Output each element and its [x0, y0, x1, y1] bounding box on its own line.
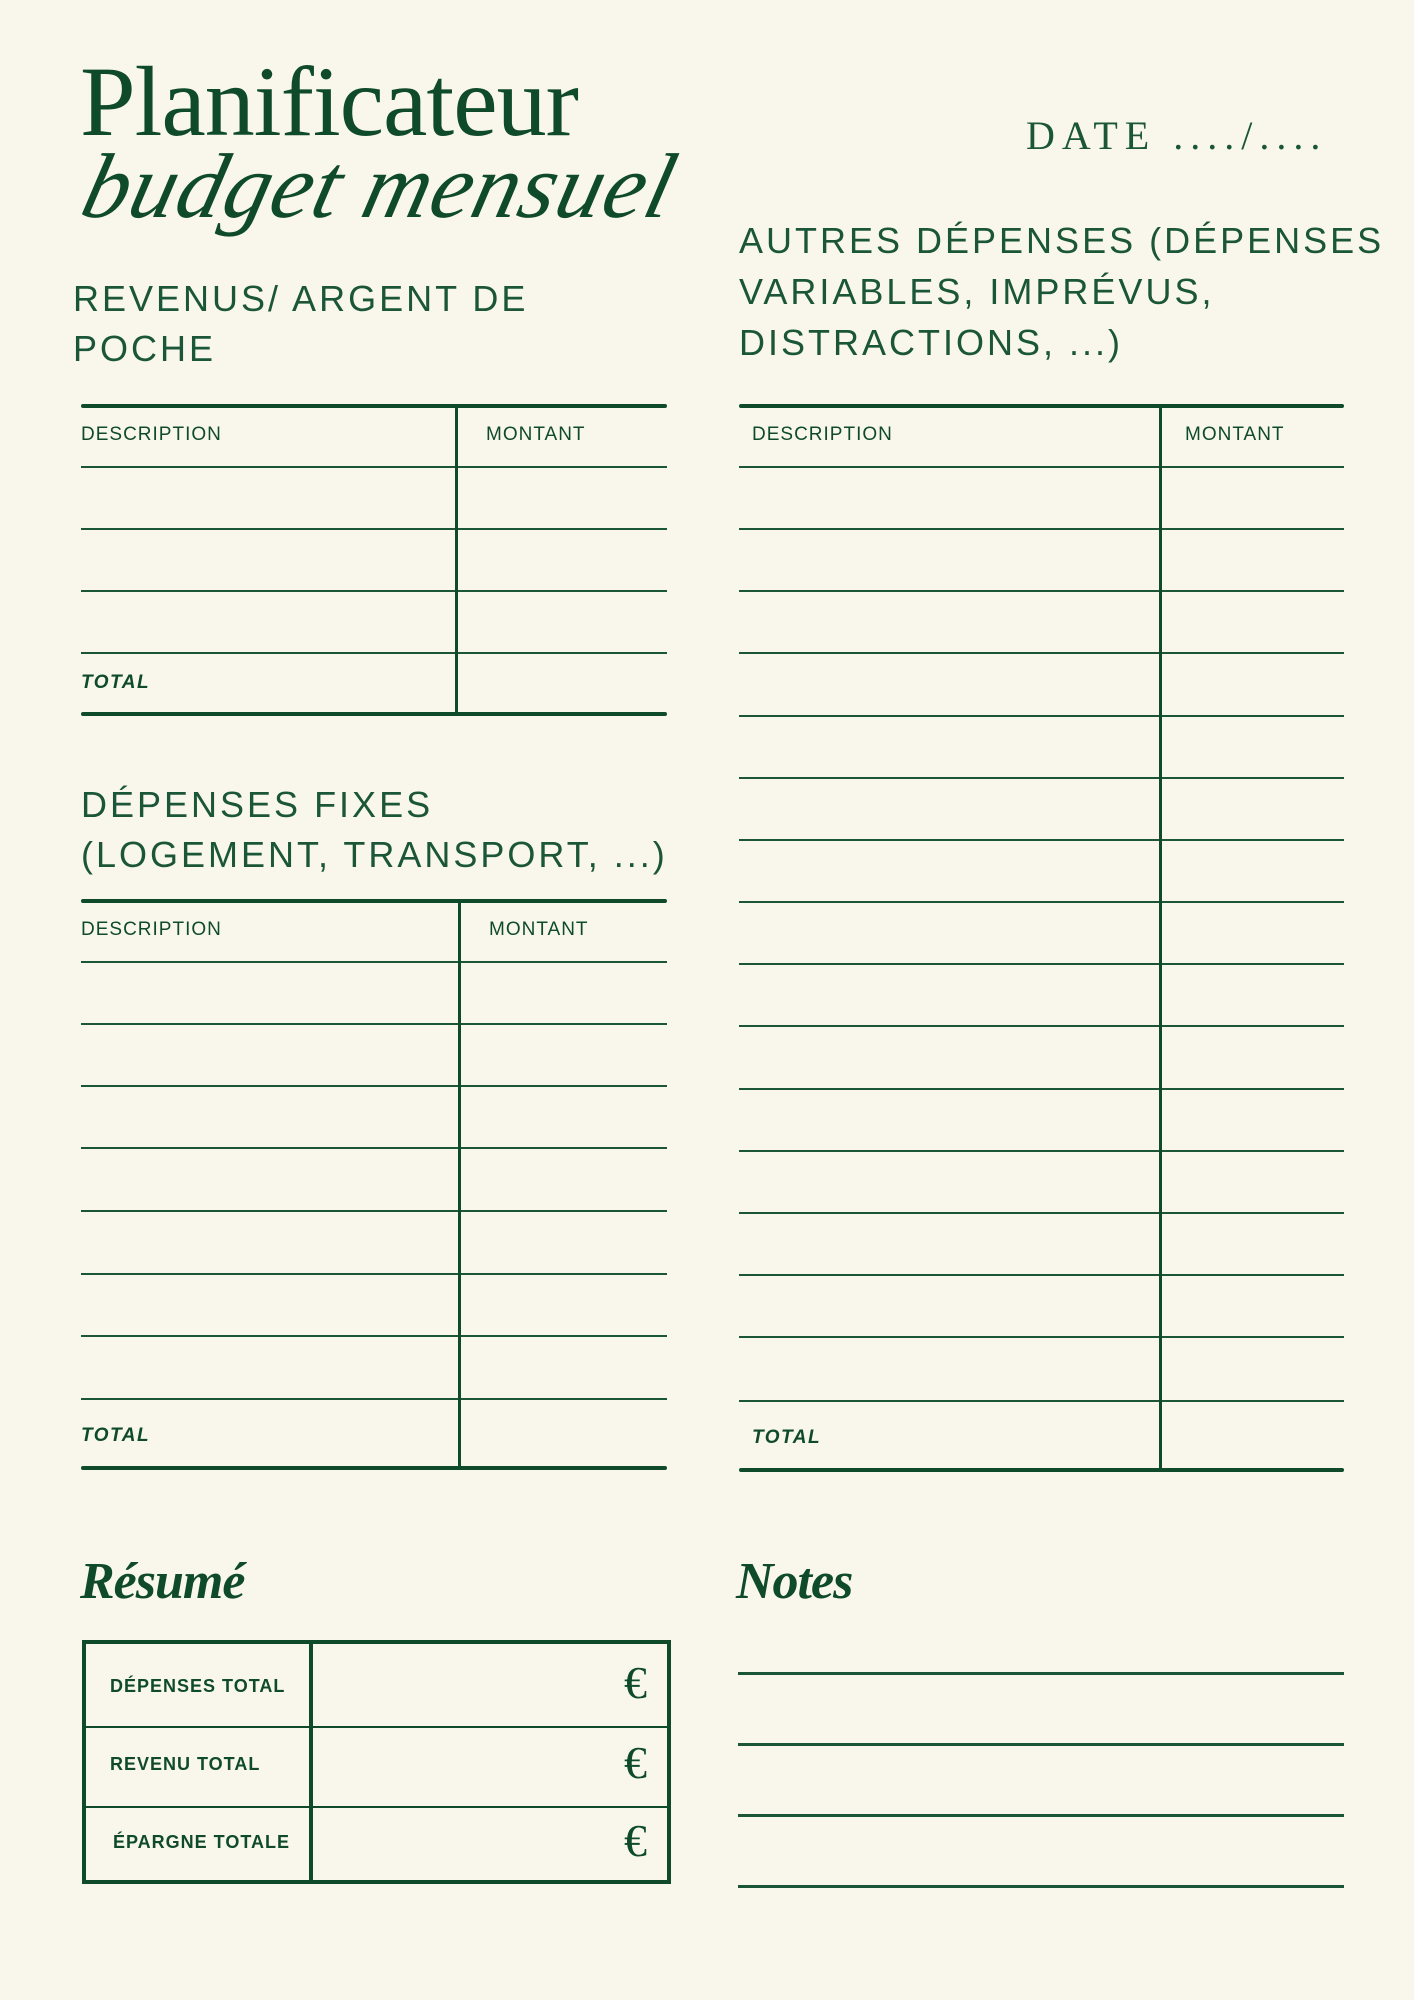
income-description-cell-2[interactable]: [81, 530, 454, 590]
fixed-description-cell-1[interactable]: [81, 963, 457, 1023]
other-amount-cell-1[interactable]: [1163, 468, 1344, 528]
euro-icon: €: [624, 1737, 647, 1788]
summary-savings-value-cell[interactable]: [313, 1808, 667, 1880]
table-top-border: [739, 404, 1344, 408]
other-description-cell-6[interactable]: [739, 779, 1158, 839]
fixed-expenses-table: [81, 899, 667, 1471]
other-amount-cell-8[interactable]: [1163, 903, 1344, 963]
fixed-amount-cell-6[interactable]: [462, 1275, 667, 1335]
income-description-cell-1[interactable]: [81, 468, 454, 528]
other-amount-cell-4[interactable]: [1163, 654, 1344, 715]
other-amount-cell-5[interactable]: [1163, 717, 1344, 777]
fixed-description-cell-2[interactable]: [81, 1025, 457, 1085]
other-expenses-title-line1: AUTRES DÉPENSES (DÉPENSES: [739, 220, 1385, 261]
other-amount-cell-9[interactable]: [1163, 965, 1344, 1025]
income-total-amount-cell[interactable]: [459, 654, 667, 712]
summary-income-value-cell[interactable]: [313, 1728, 667, 1806]
fixed-total-label: TOTAL: [81, 1425, 151, 1446]
other-description-cell-13[interactable]: [739, 1214, 1158, 1274]
notes-line-2[interactable]: [738, 1743, 1344, 1746]
income-title-line1: REVENUS/ ARGENT DE: [73, 278, 529, 319]
income-amount-cell-1[interactable]: [459, 468, 667, 528]
other-amount-cell-15[interactable]: [1163, 1338, 1344, 1400]
other-description-cell-7[interactable]: [739, 841, 1158, 901]
table-bottom-border: [81, 1466, 667, 1470]
other-description-cell-10[interactable]: [739, 1027, 1158, 1088]
other-description-cell-8[interactable]: [739, 903, 1158, 963]
income-amount-cell-2[interactable]: [459, 530, 667, 590]
other-amount-cell-7[interactable]: [1163, 841, 1344, 901]
income-table: [81, 404, 667, 716]
column-header-amount: MONTANT: [1185, 424, 1285, 445]
fixed-amount-cell-1[interactable]: [462, 963, 667, 1023]
notes-line-4[interactable]: [738, 1885, 1344, 1888]
other-amount-cell-2[interactable]: [1163, 530, 1344, 590]
income-amount-cell-3[interactable]: [459, 592, 667, 652]
fixed-amount-cell-3[interactable]: [462, 1087, 667, 1147]
fixed-amount-cell-5[interactable]: [462, 1212, 667, 1273]
other-description-cell-9[interactable]: [739, 965, 1158, 1025]
table-bottom-border: [81, 712, 667, 716]
other-total-amount-cell[interactable]: [1163, 1402, 1344, 1466]
fixed-total-amount-cell[interactable]: [462, 1400, 667, 1466]
column-divider: [455, 404, 458, 714]
fixed-amount-cell-7[interactable]: [462, 1337, 667, 1398]
summary-title: Résumé: [80, 1553, 245, 1610]
euro-icon: €: [624, 1657, 647, 1708]
summary-label-income: REVENU TOTAL: [110, 1754, 261, 1774]
other-amount-cell-6[interactable]: [1163, 779, 1344, 839]
fixed-amount-cell-4[interactable]: [462, 1149, 667, 1210]
column-divider: [1159, 404, 1162, 1470]
table-bottom-border: [739, 1468, 1344, 1472]
other-description-cell-5[interactable]: [739, 717, 1158, 777]
other-description-cell-12[interactable]: [739, 1152, 1158, 1212]
fixed-expenses-title-line1: DÉPENSES FIXES: [81, 784, 434, 825]
notes-title: Notes: [736, 1553, 853, 1610]
column-divider: [458, 899, 461, 1467]
table-top-border: [81, 404, 667, 408]
page-title: Planificateur: [80, 46, 578, 157]
other-expenses-title-line3: DISTRACTIONS, ...): [739, 322, 1124, 363]
column-header-description: DESCRIPTION: [81, 919, 222, 940]
other-description-cell-2[interactable]: [739, 530, 1158, 590]
column-header-description: DESCRIPTION: [752, 424, 893, 445]
summary-label-expenses: DÉPENSES TOTAL: [110, 1676, 286, 1696]
fixed-description-cell-4[interactable]: [81, 1149, 457, 1210]
other-description-cell-15[interactable]: [739, 1338, 1158, 1400]
page-subtitle: budget mensuel: [72, 135, 688, 237]
other-description-cell-1[interactable]: [739, 468, 1158, 528]
fixed-expenses-title-line2: (LOGEMENT, TRANSPORT, ...): [81, 834, 668, 875]
notes-line-3[interactable]: [738, 1814, 1344, 1817]
other-amount-cell-13[interactable]: [1163, 1214, 1344, 1274]
notes-line-1[interactable]: [738, 1672, 1344, 1675]
income-description-cell-3[interactable]: [81, 592, 454, 652]
other-amount-cell-12[interactable]: [1163, 1152, 1344, 1212]
summary-table: [82, 1640, 671, 1884]
summary-expenses-value-cell[interactable]: [313, 1644, 667, 1726]
other-description-cell-14[interactable]: [739, 1276, 1158, 1336]
other-expenses-title-line2: VARIABLES, IMPRÉVUS,: [739, 271, 1215, 312]
fixed-description-cell-3[interactable]: [81, 1087, 457, 1147]
column-header-description: DESCRIPTION: [81, 424, 222, 445]
summary-label-savings: ÉPARGNE TOTALE: [113, 1832, 291, 1852]
fixed-description-cell-7[interactable]: [81, 1337, 457, 1398]
other-expenses-table: [739, 404, 1344, 1472]
other-description-cell-4[interactable]: [739, 654, 1158, 715]
other-amount-cell-11[interactable]: [1163, 1090, 1344, 1150]
table-top-border: [81, 899, 667, 903]
other-amount-cell-14[interactable]: [1163, 1276, 1344, 1336]
other-amount-cell-10[interactable]: [1163, 1027, 1344, 1088]
income-total-label: TOTAL: [81, 672, 151, 693]
income-title-line2: POCHE: [73, 328, 217, 369]
fixed-description-cell-6[interactable]: [81, 1275, 457, 1335]
fixed-amount-cell-2[interactable]: [462, 1025, 667, 1085]
date-field[interactable]: DATE ..../....: [1026, 113, 1328, 158]
column-header-amount: MONTANT: [489, 919, 589, 940]
euro-icon: €: [624, 1815, 647, 1866]
column-header-amount: MONTANT: [486, 424, 586, 445]
other-total-label: TOTAL: [752, 1427, 822, 1448]
other-description-cell-3[interactable]: [739, 592, 1158, 652]
other-amount-cell-3[interactable]: [1163, 592, 1344, 652]
other-description-cell-11[interactable]: [739, 1090, 1158, 1150]
fixed-description-cell-5[interactable]: [81, 1212, 457, 1273]
